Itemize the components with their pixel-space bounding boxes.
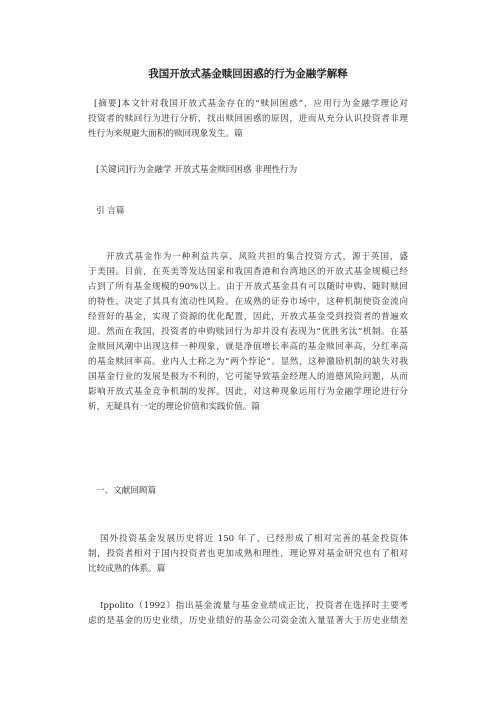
section1-paragraph <box>88 532 408 577</box>
paragraph-line: 国基金行业的发展是极为不利的，它可能导致基金经理人的道德风险问题，从而 <box>88 372 408 382</box>
paragraph-line: Ippolito（1992）指出基金流量与基金业绩成正比，投资者在选择时主要考 <box>100 601 408 611</box>
abstract-line: [摘要]本文针对我国开放式基金存在的“赎回困惑”，应用行为金融学理论对 <box>94 99 408 109</box>
paragraph-line: 制，投资者相对于国内投资者也更加成熟和理性，理论界对基金研究也有了相对 <box>88 549 408 559</box>
paragraph-line: 迎。然而在我国，投资者的申购赎回行为却并没有表现为“优胜劣汰”机制。在基 <box>88 327 408 337</box>
section1-paragraph-2 <box>88 599 408 629</box>
paragraph-line: 于美国。目前，在英美等发达国家和我国香港和台湾地区的开放式基金规模已经 <box>88 267 408 277</box>
paragraph-line: 占到了所有基金规模的90%以上。由于开放式基金具有可以随时申购、随时赎回 <box>88 282 408 292</box>
paragraph-line: 国外投资基金发展历史将近 150 年了，已经形成了相对完善的基金投资体 <box>100 534 408 544</box>
intro-paragraph <box>88 250 408 415</box>
keywords: [关键词]行为金融学 开放式基金赎回困惑 非理性行为 <box>96 165 298 175</box>
abstract <box>88 97 408 142</box>
paragraph-line: 比较成熟的体系。篇 <box>88 564 166 574</box>
paragraph-line: 开放式基金作为一种利益共享、风险共担的集合投资方式，源于英国，盛 <box>106 252 408 262</box>
paper-title: 我国开放式基金赎回困惑的行为金融学解释 <box>148 68 348 80</box>
paragraph-line: 的特性，决定了其具有流动性风险。在成熟的证券市场中，这种机制使资金流向 <box>88 297 408 307</box>
abstract-line: 投资者的赎回行为进行分析，找出赎回困惑的原因，进而从充分认识投资者非理 <box>88 114 408 124</box>
intro-heading: 引 言篇 <box>96 206 125 216</box>
abstract-line: 性行为来规避大面积的赎回现象发生。篇 <box>88 129 243 139</box>
paragraph-line: 经营好的基金，实现了资源的优化配置，因此，开放式基金受到投资者的普遍欢 <box>88 312 408 322</box>
paragraph-line: 析，无疑具有一定的理论价值和实践价值。篇 <box>88 402 260 412</box>
section-heading: 一、文献回顾篇 <box>96 486 157 496</box>
paragraph-line: 影响开放式基金竞争机制的发挥。因此，对这种现象运用行为金融学理论进行分 <box>88 387 408 397</box>
paragraph-line: 的基金赎回率高。业内人士称之为“两个悖论”。显然，这种激励机制的缺失对我 <box>88 357 408 367</box>
paragraph-line: 金赎回风潮中出现这样一种现象，就是净值增长率高的基金赎回率高，分红率高 <box>88 342 408 352</box>
paragraph-line: 虑的是基金的历史业绩，历史业绩好的基金公司资金流入量显著大于历史业绩差 <box>88 616 408 626</box>
